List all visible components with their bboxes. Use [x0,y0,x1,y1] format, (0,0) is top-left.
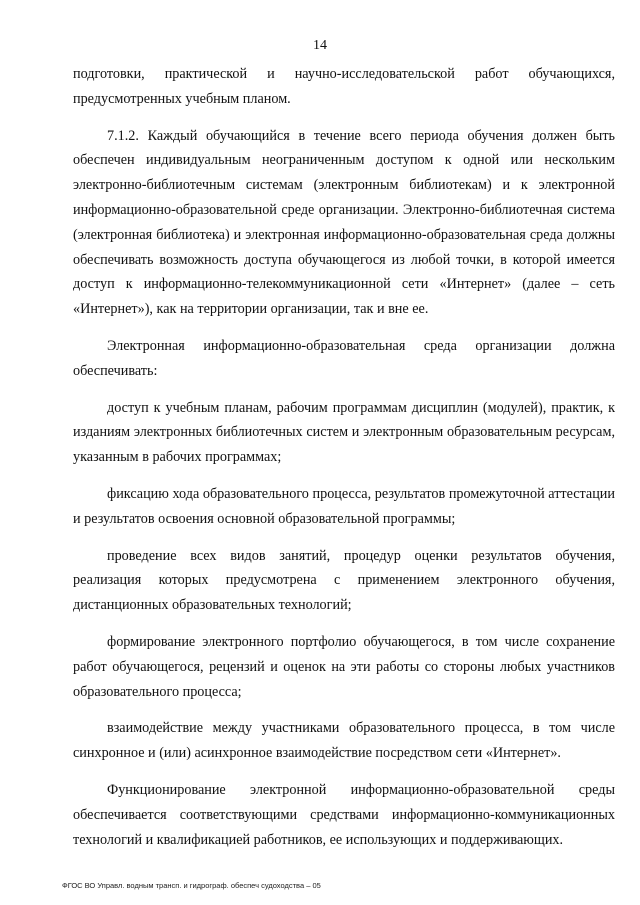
page-number: 14 [313,38,327,53]
list-item-access: доступ к учебным планам, рабочим программам дисциплин (модулей), практик, к изданиям электронных библиотечных систем и электронным образовательным ресурсам, указанным в рабочих программах; [73,399,615,466]
paragraph-7-1-2: 7.1.2. Каждый обучающийся в течение всего периода обучения должен быть обеспечен индивидуальным неограниченным доступом к одной или нескольким электронно-библиотечным системам (электронным библиотекам) и к электронной информационно-образовательной среде организации. Электронно-библиотечная система (электронная библиотека) и электронная информационно-образовательная среда должны обеспечивать возможность доступа обучающегося из любой точки, в которой имеется доступ к информационно-телекоммуникационной сети «Интернет» (далее – сеть «Интернет»), как на территории организации, так и вне ее. [73,127,615,318]
paragraph-continuation: подготовки, практической и научно-исследовательской работ обучающихся, предусмотренных учебным планом. [73,66,615,107]
paragraph-eios-requirements: Электронная информационно-образовательная среда организации должна обеспечивать: [73,337,615,379]
list-item-recording: фиксацию хода образовательного процесса, результатов промежуточной аттестации и результатов освоения основной образовательной программы; [73,485,615,527]
list-item-conducting: проведение всех видов занятий, процедур оценки результатов обучения, реализация которых предусмотрена с применением электронного обучения, дистанционных образовательных технологий; [73,547,615,614]
page-footer: ФГОС ВО Управл. водным трансп. и гидрограф. обеспеч судоходства – 05 [62,881,321,890]
paragraph-functioning: Функционирование электронной информационно-образовательной среды обеспечивается соответствующими средствами информационно-коммуникационных технологий и квалификацией работников, ее использующих и поддерживающих. [73,781,615,848]
list-item-interaction: взаимодействие между участниками образовательного процесса, в том числе синхронное и (или) асинхронное взаимодействие посредством сети «Интернет». [73,720,615,762]
list-item-portfolio: формирование электронного портфолио обучающегося, в том числе сохранение работ обучающегося, рецензий и оценок на эти работы со стороны любых участников образовательного процесса; [73,633,615,700]
document-body [73,62,615,852]
